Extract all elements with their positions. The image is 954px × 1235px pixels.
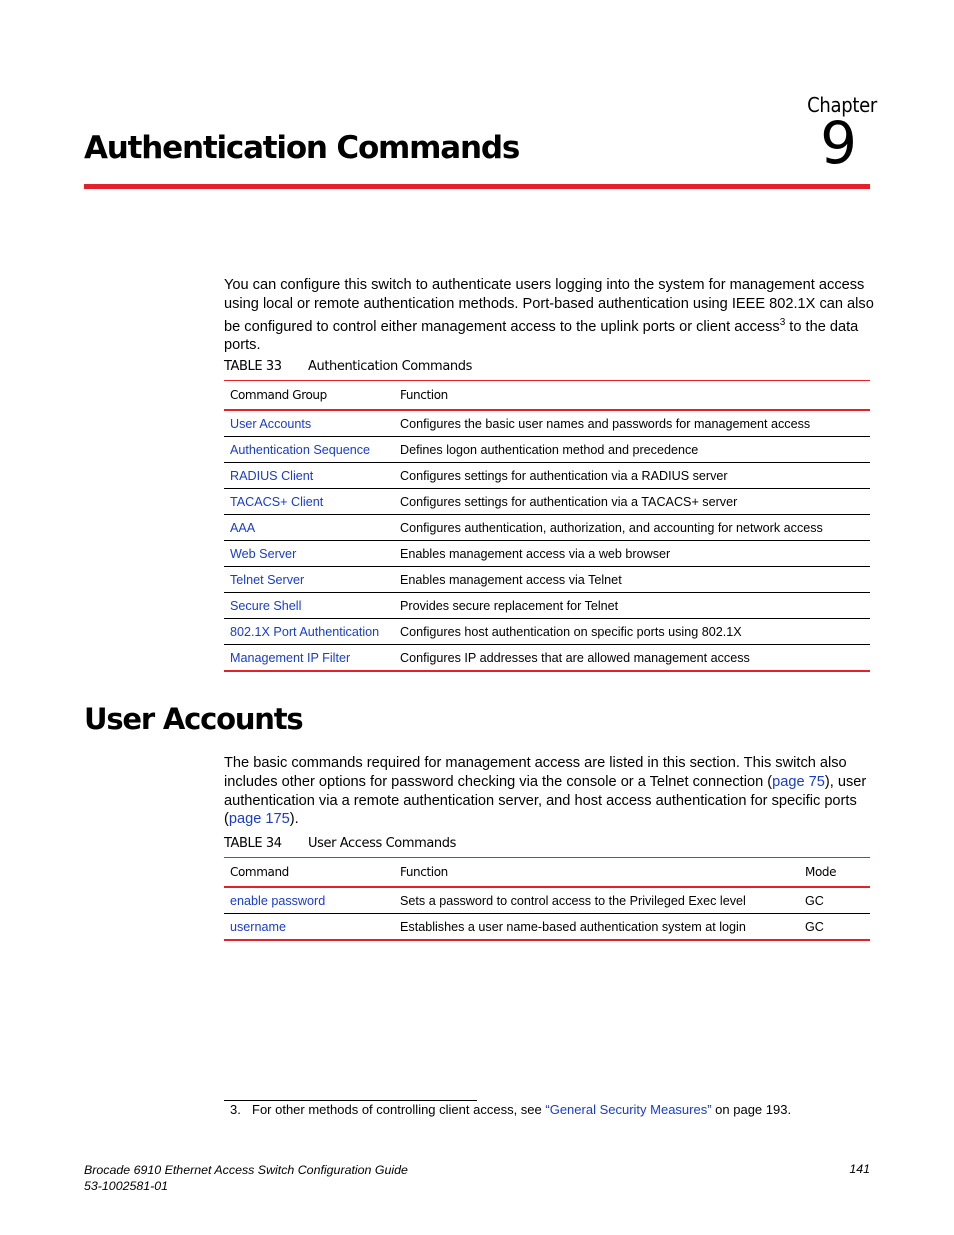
command-group-link[interactable]: 802.1X Port Authentication	[224, 619, 394, 645]
footnote-ref[interactable]: 3	[779, 316, 786, 328]
mode-cell: GC	[799, 887, 870, 914]
command-link[interactable]: username	[224, 914, 394, 941]
function-cell: Configures settings for authentication via a RADIUS server	[394, 463, 870, 489]
table-row	[224, 619, 870, 645]
table-header-row	[224, 381, 870, 411]
paragraph-text: ), user authentication via a remote authentication server, and host access authentication for specific ports (	[224, 773, 867, 828]
column-header: Mode	[799, 858, 870, 888]
table-row	[224, 489, 870, 515]
command-group-link[interactable]: AAA	[224, 515, 394, 541]
chapter-rule	[84, 184, 870, 189]
table-33-number: TABLE 33	[224, 359, 282, 374]
table-row	[224, 541, 870, 567]
table-row	[224, 914, 870, 941]
document-title: Brocade 6910 Ethernet Access Switch Configuration Guide	[84, 1163, 408, 1177]
table-33-caption	[224, 359, 472, 374]
command-group-link[interactable]: User Accounts	[224, 410, 394, 437]
page-number: 141	[849, 1162, 870, 1176]
table-row	[224, 593, 870, 619]
mode-cell: GC	[799, 914, 870, 941]
chapter-title: Authentication Commands	[84, 130, 520, 166]
table-34-caption	[224, 836, 456, 851]
paragraph-text: ).	[289, 811, 299, 828]
function-cell: Provides secure replacement for Telnet	[394, 593, 870, 619]
table-row	[224, 463, 870, 489]
command-group-link[interactable]: TACACS+ Client	[224, 489, 394, 515]
table-34	[224, 857, 870, 941]
document-number: 53-1002581-01	[84, 1179, 169, 1193]
command-group-link[interactable]: Management IP Filter	[224, 645, 394, 672]
function-cell: Configures settings for authentication via a TACACS+ server	[394, 489, 870, 515]
function-cell: Configures IP addresses that are allowed management access	[394, 645, 870, 672]
chapter-number: 9	[820, 109, 857, 177]
function-cell: Configures host authentication on specific ports using 802.1X	[394, 619, 870, 645]
user-accounts-paragraph	[224, 754, 874, 829]
table-33	[224, 380, 870, 672]
column-header: Function	[394, 381, 870, 411]
command-group-link[interactable]: Secure Shell	[224, 593, 394, 619]
footnote-text-end: on page 193.	[711, 1102, 792, 1117]
table-header-row	[224, 858, 870, 888]
command-link[interactable]: enable password	[224, 887, 394, 914]
function-cell: Enables management access via Telnet	[394, 567, 870, 593]
function-cell: Configures authentication, authorization, and accounting for network access	[394, 515, 870, 541]
general-security-link[interactable]: “General Security Measures”	[545, 1102, 712, 1117]
function-cell: Configures the basic user names and passwords for management access	[394, 410, 870, 437]
column-header: Command Group	[224, 381, 394, 411]
command-group-link[interactable]: Web Server	[224, 541, 394, 567]
table-row	[224, 887, 870, 914]
chapter-label: Chapter	[807, 93, 877, 117]
intro-paragraph	[224, 276, 874, 355]
column-header: Command	[224, 858, 394, 888]
page-75-link[interactable]: page 75	[772, 773, 825, 790]
table-row	[224, 515, 870, 541]
paragraph-text: The basic commands required for management access are listed in this section. This switch also includes other options for password checking via the console or a Telnet connection (	[224, 755, 847, 790]
function-cell: Establishes a user name-based authentication system at login	[394, 914, 799, 941]
function-cell: Enables management access via a web browser	[394, 541, 870, 567]
table-row	[224, 567, 870, 593]
command-group-link[interactable]: Authentication Sequence	[224, 437, 394, 463]
page-footer	[84, 1162, 408, 1194]
table-33-title: Authentication Commands	[308, 359, 472, 374]
footnote-number: 3.	[230, 1102, 241, 1117]
table-row	[224, 437, 870, 463]
function-cell: Sets a password to control access to the Privileged Exec level	[394, 887, 799, 914]
table-34-number: TABLE 34	[224, 836, 282, 851]
page-175-link[interactable]: page 175	[228, 811, 290, 828]
intro-text: You can configure this switch to authenticate users logging into the system for management access using local or remote authentication methods. Port-based authentication using IEEE 802.1X can also be configured to control either management access to the uplink ports or client access	[224, 277, 874, 335]
table-row	[224, 645, 870, 672]
section-title: User Accounts	[84, 702, 303, 736]
intro-text-end: to the data ports.	[224, 318, 859, 354]
footnote-text: For other methods of controlling client access, see	[252, 1102, 546, 1117]
command-group-link[interactable]: Telnet Server	[224, 567, 394, 593]
footnote	[230, 1102, 791, 1117]
command-group-link[interactable]: RADIUS Client	[224, 463, 394, 489]
table-34-title: User Access Commands	[308, 836, 456, 851]
column-header: Function	[394, 858, 799, 888]
table-row	[224, 410, 870, 437]
function-cell: Defines logon authentication method and precedence	[394, 437, 870, 463]
footnote-rule	[224, 1100, 477, 1101]
